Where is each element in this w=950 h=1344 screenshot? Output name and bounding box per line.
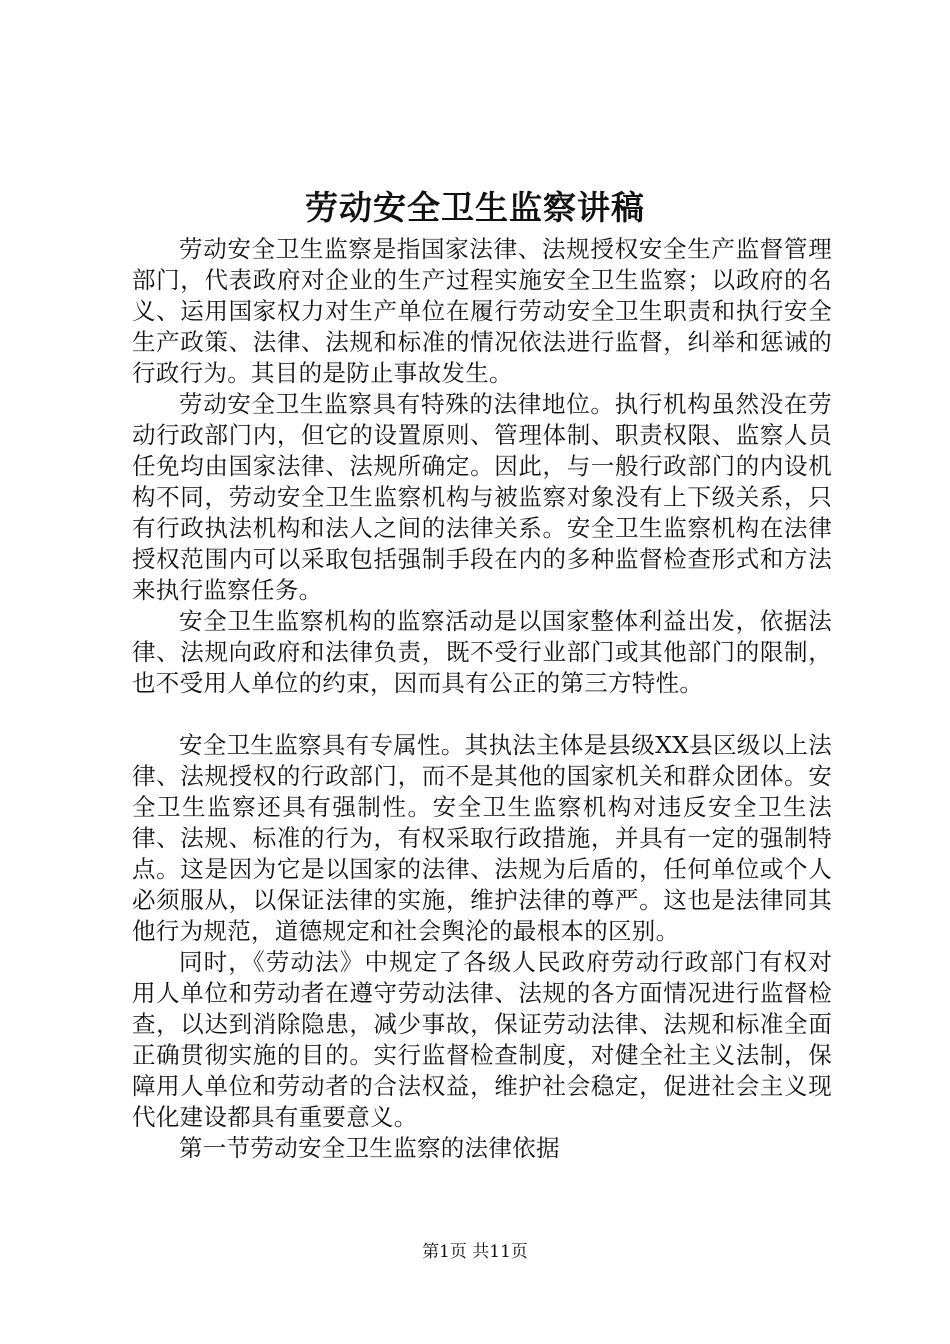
paragraph-exclusivity: 安全卫生监察具有专属性。其执法主体是县级XX县区级以上法律、法规授权的行政部门，而不是其他的国家机关和群众团体。安全卫生监察还具有强制性。安全卫生监察机构对违反安全卫生法律、法规、标准的行为，有权采取行政措施，并具有一定的强制特点。这是因为它是以国家的法律、法规为后盾的，任何单位或个人必须服从，以保证法律的实施，维护法律的尊严。这也是法律同其他行为规范，道德规定和社会舆沦的最根本的区别。 xyxy=(132,731,832,945)
section-heading: 第一节劳动安全卫生监察的法律依据 xyxy=(179,1134,560,1162)
document-title: 劳动安全卫生监察讲稿 xyxy=(305,188,645,227)
document-body xyxy=(132,234,832,1164)
paragraph-definition: 劳动安全卫生监察是指国家法律、法规授权安全生产监督管理部门，代表政府对企业的生产过程实施安全卫生监察；以政府的名义、运用国家权力对生产单位在履行劳动安全卫生职责和执行安全生产政策、法律、法规和标准的情况依法进行监督，纠举和惩诫的行政行为。其目的是防止事故发生。 xyxy=(132,235,832,387)
page-total: 共11页 xyxy=(472,1242,528,1262)
page-footer xyxy=(0,1240,950,1264)
paragraph-legal-status: 劳动安全卫生监察具有特殊的法律地位。执行机构虽然没在劳动行政部门内，但它的设置原则、管理体制、职责权限、监察人员任免均由国家法律、法规所确定。因此，与一般行政部门的内设机构不同，劳动安全卫生监察机构与被监察对象没有上下级关系，只有行政执法机构和法人之间的法律关系。安全卫生监察机构在法律授权范围内可以采取包括强制手段在内的多种监督检查形式和方法来执行监察任务。 xyxy=(132,390,832,604)
paragraph-impartiality: 安全卫生监察机构的监察活动是以国家整体利益出发，依据法律、法规向政府和法律负责，既不受行业部门或其他部门的限制，也不受用人单位的约束，因而具有公正的第三方特性。 xyxy=(132,607,832,697)
paragraph-labor-law: 同时，《劳动法》中规定了各级人民政府劳动行政部门有权对用人单位和劳动者在遵守劳动法律、法规的各方面情况进行监督检查，以达到消除隐患，减少事故，保证劳动法律、法规和标准全面正确贯彻实施的目的。实行监督检查制度，对健全社主义法制，保障用人单位和劳动者的合法权益，维护社会稳定，促进社会主义现代化建设都具有重要意义。 xyxy=(132,948,832,1131)
page-number: 第1页 xyxy=(422,1242,467,1262)
